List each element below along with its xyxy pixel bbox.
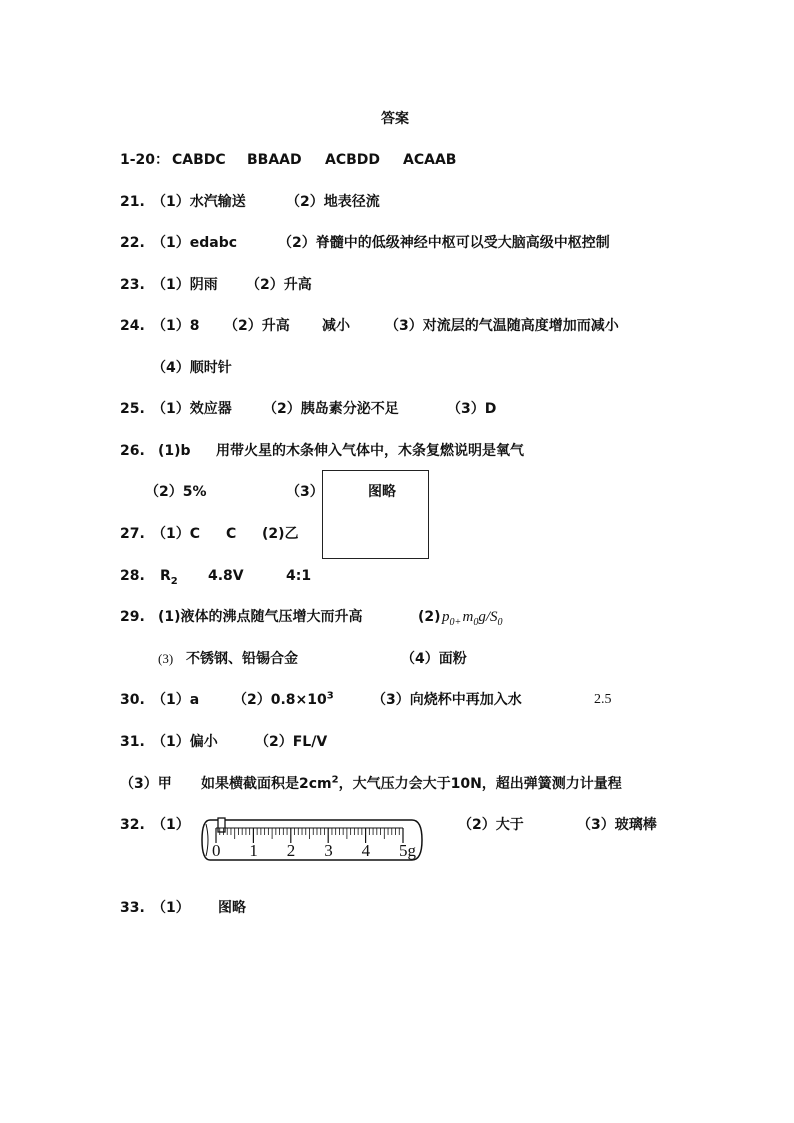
rider-weight (218, 818, 225, 832)
q1-20-group-b: BBAAD (247, 152, 302, 168)
q25-answer-3: （3）D (447, 401, 497, 417)
q24-answer-2: （2）升高 (224, 318, 290, 334)
q31-answer-3-explanation: 如果横截面积是$2cm^2$，大气压力会大于10N，超出弹簧测力计量程 (201, 774, 622, 792)
q22-answer-1: （1）edabc (152, 235, 238, 251)
ruler-label: 0 (212, 841, 221, 860)
q26-answer-1b: 用带火星的木条伸入气体中，木条复燃说明是氧气 (216, 443, 524, 459)
q30-answer-3: （3）向烧杯中再加入水 (372, 692, 522, 708)
q30-number: 30. (120, 692, 145, 708)
q24-number: 24. (120, 318, 145, 334)
q28-resistor: $R_2$ (160, 568, 178, 587)
q26-answer-3: （3） (286, 484, 324, 500)
q31-answer-2: （2）FL/V (255, 734, 328, 750)
q25-answer-2: （2）胰岛素分泌不足 (263, 401, 399, 417)
q31-answer-3: （3）甲 (120, 776, 172, 792)
q33-figure-placeholder: 图略 (218, 900, 246, 916)
q27-answer-1b: C (226, 526, 237, 542)
q23-answer-2: （2）升高 (246, 277, 312, 293)
q26-figure-placeholder: 图略 (368, 484, 396, 500)
q30-answer-2: $(2)0.8\times 10^3$ (233, 690, 334, 708)
q1-20-group-d: ACAAB (403, 152, 457, 168)
q32-answer-2: （2）大于 (458, 817, 524, 833)
q29-answer-3: 不锈钢、铅锡合金 (186, 651, 298, 667)
ruler-label: 1 (249, 841, 258, 860)
q24-answer-2b: 减小 (322, 318, 350, 334)
page-title: 答案 (381, 111, 409, 127)
q26-answer-2: （2）5% (145, 484, 207, 500)
ruler-end-curve (206, 824, 208, 856)
q32-answer-1: （1） (152, 817, 190, 833)
q27-number: 27. (120, 526, 145, 542)
ruler-body (202, 820, 422, 860)
q29-answer-2-label: (2) (418, 609, 441, 625)
ruler-ticks (216, 828, 403, 843)
q28-number: 28. (120, 568, 145, 584)
q23-answer-1: （1）阴雨 (152, 277, 218, 293)
ruler-label: 3 (324, 841, 333, 860)
q31-answer-1: （1）偏小 (152, 734, 218, 750)
q25-answer-1: （1）效应器 (152, 401, 232, 417)
ruler-label: 5g (399, 841, 416, 860)
q29-formula: $p_{0+}$ $m_0g/S_0$ (442, 609, 503, 628)
q21-number: 21. (120, 194, 145, 210)
q29-answer-1: (1)液体的沸点随气压增大而升高 (158, 609, 363, 625)
q27-answer-1: （1）C (152, 526, 201, 542)
q32-answer-3: （3）玻璃棒 (577, 817, 657, 833)
q1-20-group-c: ACBDD (325, 152, 381, 168)
q29-number: 29. (120, 609, 145, 625)
q29-answer-3-label: (3) (158, 651, 174, 666)
q24-answer-4: （4）顺时针 (152, 360, 232, 376)
q33-answer-1: （1） (152, 900, 190, 916)
q28-ratio: 4:1 (286, 568, 312, 584)
q21-answer-2: （2）地表径流 (286, 194, 380, 210)
q26-answer-1: (1)b (158, 443, 191, 459)
q24-answer-1: （1）8 (152, 318, 200, 334)
q31-number: 31. (120, 734, 145, 750)
q21-answer-1: （1）水汽输送 (152, 194, 246, 210)
q1-20-number: 1-20： (120, 152, 170, 168)
q29-answer-4: （4）面粉 (401, 651, 467, 667)
ruler-label: 4 (361, 841, 371, 860)
q22-number: 22. (120, 235, 145, 251)
q28-voltage: 4.8V (208, 568, 244, 584)
q25-number: 25. (120, 401, 145, 417)
q1-20-group-a: CABDC (172, 152, 226, 168)
q32-balance-ruler-figure (198, 814, 426, 866)
q26-number: 26. (120, 443, 145, 459)
q22-answer-2: （2）脊髓中的低级神经中枢可以受大脑高级中枢控制 (278, 235, 610, 251)
q24-answer-3: （3）对流层的气温随高度增加而减小 (385, 318, 619, 334)
q30-answer-1: （1）a (152, 692, 200, 708)
ruler-label: 2 (286, 841, 296, 860)
q27-answer-2: (2)乙 (262, 526, 299, 542)
q23-number: 23. (120, 277, 145, 293)
q30-answer-4: 2.5 (594, 692, 612, 707)
q32-number: 32. (120, 817, 145, 833)
ruler-labels (212, 841, 417, 860)
q33-number: 33. (120, 900, 145, 916)
